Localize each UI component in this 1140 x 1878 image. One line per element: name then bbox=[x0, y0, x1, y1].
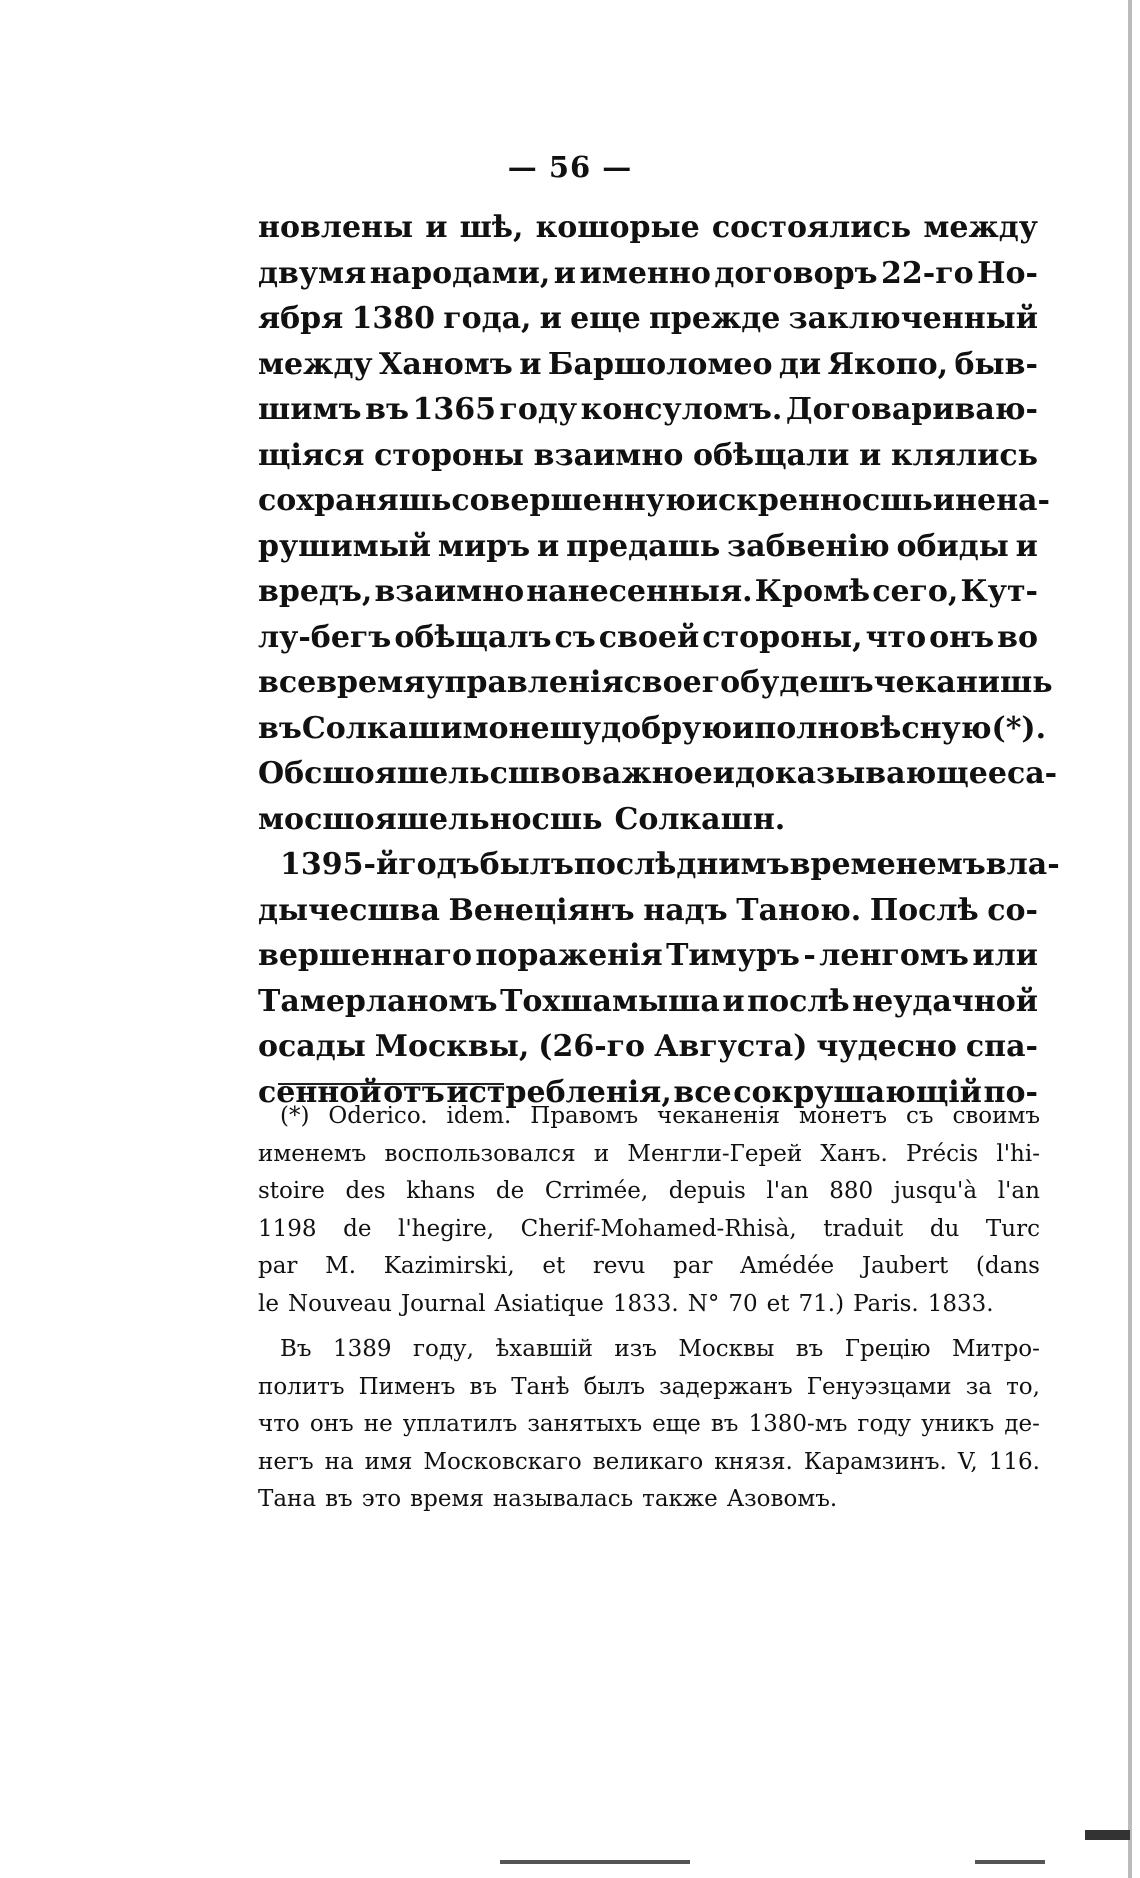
word: называлась bbox=[492, 1486, 634, 1512]
word: Солкаши bbox=[301, 710, 463, 746]
word: Генуэзцами bbox=[806, 1373, 952, 1400]
word: l'hi- bbox=[996, 1140, 1040, 1167]
word: ди bbox=[778, 346, 822, 382]
word: и bbox=[553, 255, 577, 291]
word: что bbox=[258, 1411, 300, 1437]
word: года, bbox=[443, 301, 532, 336]
word: и bbox=[732, 710, 755, 746]
word: съ bbox=[905, 1103, 934, 1129]
word: послѣднимъ bbox=[573, 847, 790, 882]
word: Кут- bbox=[960, 574, 1038, 609]
word: обиды bbox=[896, 528, 1009, 564]
word: состоялись bbox=[711, 210, 912, 245]
word: не bbox=[363, 1411, 393, 1437]
word: монешу bbox=[462, 710, 602, 746]
word: уникъ bbox=[921, 1411, 995, 1437]
word: въ bbox=[258, 710, 302, 746]
word: за bbox=[965, 1373, 992, 1400]
word: щіяся bbox=[258, 437, 365, 473]
word: былъ bbox=[583, 1373, 645, 1400]
word: политъ bbox=[258, 1373, 345, 1400]
word: искренносшь bbox=[695, 483, 933, 518]
word: клялись bbox=[890, 437, 1038, 473]
word: и bbox=[593, 1140, 610, 1167]
word: сохраняшь bbox=[258, 483, 452, 518]
word: именемъ bbox=[258, 1140, 367, 1167]
word: Précis bbox=[906, 1140, 979, 1167]
word: кошорые bbox=[535, 210, 700, 245]
word: 71.) bbox=[798, 1290, 845, 1317]
scan-edge-mark bbox=[1128, 0, 1132, 1878]
word: де- bbox=[1004, 1411, 1040, 1437]
word: чеканишь bbox=[873, 665, 1053, 700]
word: сенной bbox=[258, 1074, 382, 1110]
word: онъ bbox=[929, 619, 995, 655]
word: быв- bbox=[954, 346, 1038, 382]
word: l'an bbox=[997, 1178, 1040, 1204]
word: году, bbox=[413, 1336, 474, 1362]
word: и bbox=[722, 983, 745, 1019]
word: Asiatique bbox=[494, 1290, 604, 1317]
word: 1395-й bbox=[280, 847, 399, 882]
word: во bbox=[997, 619, 1038, 655]
word: 880 bbox=[829, 1178, 874, 1204]
footnote-2 bbox=[258, 1331, 1040, 1519]
word: Москвы, bbox=[374, 1029, 530, 1064]
word: des bbox=[345, 1178, 386, 1204]
word: и bbox=[539, 301, 562, 336]
word: ленгомъ bbox=[819, 938, 969, 973]
word: Таною. bbox=[736, 892, 862, 928]
word: Paris. bbox=[853, 1290, 919, 1317]
word: ября bbox=[258, 301, 344, 336]
text-line bbox=[258, 478, 1050, 524]
word: чеканенія bbox=[657, 1103, 781, 1129]
word: стороны, bbox=[702, 619, 863, 655]
text-line bbox=[258, 205, 1038, 251]
word: depuis bbox=[668, 1178, 746, 1204]
word: въ bbox=[795, 1336, 824, 1362]
word: Въ bbox=[280, 1336, 312, 1362]
scan-edge-mark bbox=[975, 1860, 1045, 1864]
text-line bbox=[258, 660, 1053, 706]
word: traduit bbox=[823, 1215, 904, 1242]
word: 1380-мъ bbox=[748, 1411, 848, 1437]
word: надъ bbox=[643, 892, 728, 928]
word: въ bbox=[469, 1373, 498, 1400]
word: Тамерланомъ bbox=[258, 983, 498, 1019]
word: Якопо, bbox=[827, 346, 949, 382]
word: Ханомъ bbox=[379, 346, 513, 382]
word: Ханъ. bbox=[820, 1140, 888, 1167]
text-line bbox=[258, 342, 1038, 388]
word: и bbox=[932, 483, 956, 518]
word: лу-бегъ bbox=[258, 619, 392, 655]
word: N° bbox=[687, 1290, 720, 1317]
word: (*). bbox=[991, 710, 1047, 746]
word: мосшояшельносшь bbox=[258, 801, 603, 837]
text-line bbox=[258, 433, 1038, 479]
word: своимъ bbox=[952, 1103, 1040, 1129]
word: Кромѣ bbox=[754, 574, 871, 609]
word: договоръ bbox=[714, 255, 878, 291]
word: stoire bbox=[258, 1178, 325, 1204]
word: 1198 bbox=[258, 1215, 317, 1242]
word: совершенную bbox=[451, 483, 696, 518]
word: нена- bbox=[955, 483, 1050, 518]
word: (*) bbox=[280, 1103, 310, 1129]
word: монетъ bbox=[799, 1103, 888, 1129]
word: онъ bbox=[309, 1411, 354, 1437]
word: M. bbox=[325, 1253, 357, 1279]
word: уплатилъ bbox=[402, 1411, 518, 1437]
word: вершеннаго bbox=[258, 938, 472, 973]
word: idem. bbox=[446, 1103, 512, 1129]
word: по- bbox=[983, 1074, 1038, 1110]
word: de bbox=[495, 1178, 525, 1204]
word: par bbox=[673, 1253, 713, 1279]
word: 1365 bbox=[412, 392, 496, 427]
word: (26-го bbox=[538, 1029, 646, 1064]
word: еще bbox=[570, 301, 641, 336]
word: осады bbox=[258, 1029, 366, 1064]
word: прежде bbox=[648, 301, 781, 336]
word: Послѣ bbox=[869, 892, 979, 928]
word: въ bbox=[365, 392, 409, 427]
word: между bbox=[923, 210, 1038, 245]
word: спа- bbox=[965, 1029, 1038, 1064]
word: Договариваю- bbox=[785, 392, 1038, 427]
word: своей bbox=[598, 619, 700, 655]
word: имя bbox=[364, 1448, 413, 1475]
word: Солкашн. bbox=[614, 801, 786, 837]
scan-edge-mark bbox=[500, 1860, 690, 1864]
word: на bbox=[324, 1448, 354, 1475]
word: изъ bbox=[614, 1336, 657, 1362]
word: еще bbox=[652, 1411, 701, 1437]
word: нанесенныя. bbox=[526, 574, 753, 609]
word: 1380 bbox=[351, 301, 435, 336]
word: между bbox=[258, 346, 373, 382]
text-line bbox=[258, 706, 1047, 752]
footnote-line bbox=[258, 1369, 1040, 1407]
word: 70 bbox=[728, 1290, 758, 1317]
word: - bbox=[803, 938, 816, 973]
word: то, bbox=[1006, 1373, 1040, 1400]
word: Nouveau bbox=[287, 1290, 392, 1317]
word: et bbox=[542, 1253, 566, 1279]
page-number: — 56 — bbox=[507, 150, 633, 184]
word: въ bbox=[325, 1486, 353, 1512]
scan-edge-mark bbox=[1085, 1830, 1130, 1840]
word: миръ bbox=[437, 528, 531, 564]
word: дычесшва bbox=[258, 892, 440, 928]
word: revu bbox=[592, 1253, 646, 1279]
word: de bbox=[343, 1215, 372, 1242]
word: съ bbox=[554, 619, 596, 655]
word: l'an bbox=[766, 1178, 809, 1204]
word: пораженія bbox=[475, 938, 663, 973]
word: неудачной bbox=[852, 983, 1038, 1019]
word: 1833. bbox=[927, 1290, 994, 1317]
word: рушимый bbox=[258, 528, 432, 564]
text-line bbox=[258, 251, 1038, 297]
text-line bbox=[258, 524, 1038, 570]
word: Тохшамыша bbox=[500, 983, 720, 1019]
word: обѣщали bbox=[692, 437, 850, 473]
word: шимъ bbox=[258, 392, 362, 427]
word: сего, bbox=[872, 574, 959, 609]
word: консуломъ. bbox=[580, 392, 783, 427]
word: и bbox=[859, 437, 882, 473]
word: время bbox=[316, 665, 426, 700]
word: послѣ bbox=[747, 983, 850, 1019]
word: Правомъ bbox=[530, 1103, 639, 1129]
word: что bbox=[865, 619, 927, 655]
word: шѣ, bbox=[459, 210, 524, 245]
word: былъ bbox=[479, 847, 574, 882]
text-line bbox=[258, 387, 1038, 433]
footnote-divider bbox=[278, 1083, 504, 1085]
text-line bbox=[258, 797, 1038, 843]
word: Jaubert bbox=[861, 1253, 949, 1279]
word: временемъ bbox=[789, 847, 986, 882]
footnotes bbox=[258, 1098, 1040, 1519]
word: добрую bbox=[601, 710, 733, 746]
word: обѣщалъ bbox=[394, 619, 552, 655]
word: годъ bbox=[398, 847, 480, 882]
word: и bbox=[425, 210, 448, 245]
footnote-line bbox=[258, 1481, 1040, 1519]
text-line bbox=[258, 296, 1038, 342]
text-line bbox=[258, 615, 1038, 661]
word: Менгли-Герей bbox=[627, 1140, 803, 1167]
word: двумя bbox=[258, 255, 367, 291]
word: Митро- bbox=[951, 1336, 1040, 1362]
word: будешъ bbox=[740, 665, 874, 700]
word: et bbox=[766, 1290, 790, 1317]
word: Oderico. bbox=[328, 1103, 428, 1129]
word: Московскаго bbox=[423, 1448, 582, 1475]
word: Journal bbox=[400, 1290, 486, 1317]
word: Венеціянъ bbox=[448, 892, 635, 928]
word: Crrimée, bbox=[544, 1178, 649, 1204]
word: 116. bbox=[988, 1448, 1040, 1475]
footnote-line bbox=[258, 1136, 1040, 1174]
word: Amédée bbox=[740, 1253, 835, 1279]
word: Kazimirski, bbox=[383, 1253, 515, 1279]
word: доказывающее bbox=[734, 756, 1007, 791]
word: Turc bbox=[985, 1215, 1040, 1242]
footnote-line bbox=[258, 1211, 1040, 1249]
word: Августа) bbox=[654, 1029, 808, 1064]
word: Тимуръ bbox=[666, 938, 800, 973]
word: своего bbox=[623, 665, 741, 700]
word: взаимно bbox=[533, 437, 684, 473]
word: par bbox=[258, 1253, 298, 1279]
word: въ bbox=[710, 1411, 739, 1437]
word: сокрушающій bbox=[733, 1074, 982, 1110]
word: khans bbox=[406, 1178, 476, 1204]
word: задержанъ bbox=[659, 1373, 793, 1400]
word: Cherif-Mohamed-Rhisà, bbox=[520, 1215, 797, 1242]
word: вла- bbox=[985, 847, 1060, 882]
word: управленія bbox=[425, 665, 624, 700]
word: и bbox=[519, 346, 542, 382]
word: предашь bbox=[566, 528, 721, 564]
word: новлены bbox=[258, 210, 414, 245]
word: Но- bbox=[977, 255, 1038, 291]
text-line bbox=[258, 933, 1038, 979]
word: du bbox=[929, 1215, 960, 1242]
word: полновѣсную bbox=[754, 710, 992, 746]
word: великаго bbox=[592, 1448, 704, 1475]
text-line bbox=[258, 1024, 1038, 1070]
word: (dans bbox=[975, 1253, 1040, 1279]
word: Грецію bbox=[844, 1336, 931, 1362]
footnote-line bbox=[258, 1444, 1040, 1482]
footnote-line bbox=[258, 1286, 1040, 1324]
footnote-line bbox=[258, 1406, 1040, 1444]
text-line bbox=[258, 751, 1058, 797]
word: все bbox=[258, 665, 317, 700]
word: jusqu'à bbox=[893, 1178, 978, 1204]
word: Танѣ bbox=[511, 1373, 570, 1400]
word: именно bbox=[579, 255, 711, 291]
footnote-1 bbox=[258, 1098, 1040, 1323]
word: истребленія, bbox=[446, 1074, 672, 1110]
word: са- bbox=[1006, 756, 1058, 791]
word: V, bbox=[957, 1448, 978, 1475]
word: 1389 bbox=[333, 1336, 392, 1362]
word: вредъ, bbox=[258, 574, 373, 609]
word: взаимно bbox=[374, 574, 525, 609]
word: Пименъ bbox=[358, 1373, 456, 1400]
word: 22-го bbox=[881, 255, 974, 291]
main-text bbox=[258, 205, 1060, 1115]
word: это bbox=[361, 1486, 402, 1512]
footnote-line bbox=[258, 1173, 1040, 1211]
word: все bbox=[673, 1074, 732, 1110]
word: le bbox=[258, 1290, 279, 1317]
word: и bbox=[1015, 528, 1038, 564]
word: Обсшояшельсшво bbox=[258, 756, 582, 791]
word: народами, bbox=[369, 255, 551, 291]
word: заключенный bbox=[788, 301, 1038, 336]
word: князя. bbox=[714, 1448, 793, 1475]
word: и bbox=[537, 528, 560, 564]
word: Азовомъ. bbox=[726, 1486, 838, 1512]
text-line bbox=[258, 842, 1060, 888]
word: или bbox=[972, 938, 1038, 973]
word: также bbox=[642, 1486, 718, 1512]
word: занятыхъ bbox=[527, 1411, 643, 1437]
word: году bbox=[499, 392, 578, 427]
footnote-line bbox=[258, 1098, 1040, 1136]
word: Тана bbox=[258, 1486, 317, 1512]
word: со- bbox=[987, 892, 1038, 928]
word: важное bbox=[581, 756, 713, 791]
word: забвенію bbox=[727, 528, 890, 564]
word: l'hegire, bbox=[397, 1215, 495, 1242]
footnote-line bbox=[258, 1331, 1040, 1369]
word: году bbox=[857, 1411, 912, 1437]
word: время bbox=[410, 1486, 484, 1512]
word: чудесно bbox=[816, 1029, 957, 1064]
footnote-line bbox=[258, 1248, 1040, 1286]
text-line bbox=[258, 569, 1038, 615]
word: Москвы bbox=[678, 1336, 775, 1362]
word: и bbox=[712, 756, 735, 791]
word: негъ bbox=[258, 1448, 314, 1475]
word: ѣхавшій bbox=[495, 1336, 593, 1362]
text-line bbox=[258, 979, 1038, 1025]
word: 1833. bbox=[612, 1290, 679, 1317]
word: Баршоломео bbox=[547, 346, 773, 382]
word: Карамзинъ. bbox=[803, 1448, 947, 1475]
word: воспользовался bbox=[384, 1140, 576, 1167]
text-line bbox=[258, 888, 1038, 934]
word: отъ bbox=[383, 1074, 445, 1110]
word: стороны bbox=[374, 437, 524, 473]
